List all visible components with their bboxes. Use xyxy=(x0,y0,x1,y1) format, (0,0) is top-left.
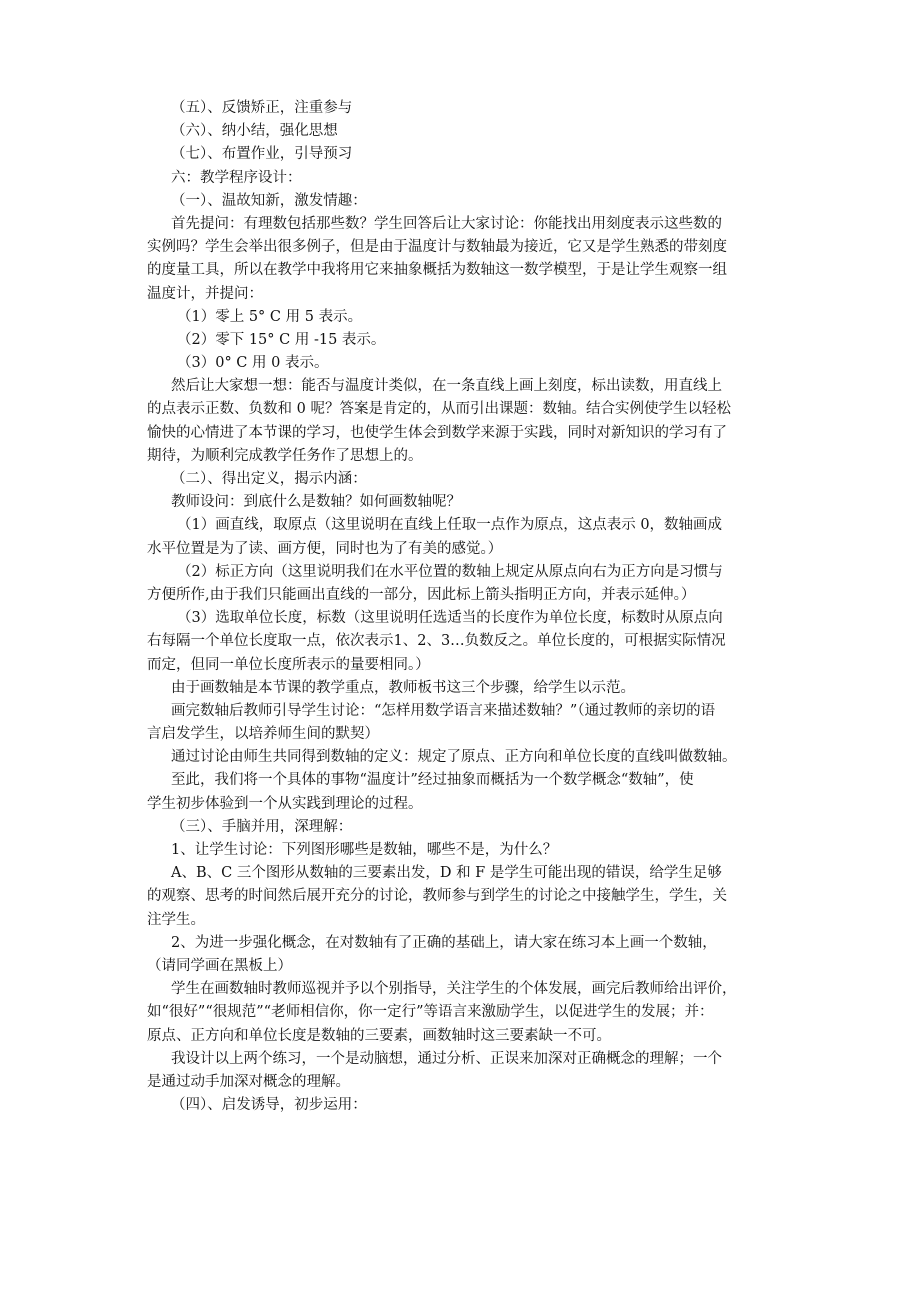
text-line: 然后让大家想一想：能否与温度计类似，在一条直线上画上刻度，标出读数，用直线上 xyxy=(171,378,722,395)
text-line: 如“很好”“很规范”“老师相信你，你一定行”等语言来激励学生，以促进学生的发展；并： xyxy=(147,1004,714,1021)
text-line: 言启发学生，以培养师生间的默契） xyxy=(147,726,379,743)
text-line: （一）、温故知新，激发情趣： xyxy=(171,192,367,209)
text-line: （四）、启发诱导，初步运用： xyxy=(171,1097,367,1114)
text-line: 的观察、思考的时间然后展开充分的讨论，教师参与到学生的讨论之中接触学生，学生，关 xyxy=(147,888,727,905)
text-line: 1、让学生讨论：下列图形哪些是数轴，哪些不是，为什么？ xyxy=(171,842,558,858)
text-line: （七）、布置作业，引导预习 xyxy=(171,146,353,163)
text-line: 学生初步体验到一个从实践到理论的过程。 xyxy=(147,795,423,812)
text-line: 实例吗？学生会举出很多例子，但是由于温度计与数轴最为接近，它又是学生熟悉的带刻度 xyxy=(147,239,727,256)
text-line: （2）零下 15° C 用 -15 表示。 xyxy=(177,331,386,348)
text-line: 由于画数轴是本节课的教学重点，教师板书这三个步骤，给学生以示范。 xyxy=(171,679,635,696)
text-line: 我设计以上两个练习，一个是动脑想，通过分析、正误来加深对正确概念的理解；一个 xyxy=(171,1050,722,1067)
text-line: 方便所作,由于我们只能画出直线的一部分，因此标上箭头指明正方向，并表示延伸。） xyxy=(147,586,696,603)
text-line: 水平位置是为了读、画方便，同时也为了有美的感觉。） xyxy=(147,540,503,557)
text-line: （二）、得出定义，揭示内涵： xyxy=(171,471,367,487)
text-line: （三）、手脑并用，深理解： xyxy=(171,818,353,835)
text-line: 温度计，并提问： xyxy=(147,285,263,302)
text-line: 六：教学程序设计： xyxy=(171,169,302,186)
text-line: 而定，但同一单位长度所表示的量要相同。） xyxy=(147,656,430,673)
text-line: （五）、反馈矫正，注重参与 xyxy=(171,100,353,116)
text-line: 画完数轴后教师引导学生讨论：“怎样用数学语言来描述数轴？”（通过教师的亲切的语 xyxy=(171,702,716,719)
text-line: 通过讨论由师生共同得到数轴的定义：规定了原点、正方向和单位长度的直线叫做数轴。 xyxy=(171,749,737,766)
text-line: 首先提问：有理数包括那些数？学生回答后让大家讨论：你能找出用刻度表示这些数的 xyxy=(171,215,722,232)
text-line: 原点、正方向和单位长度是数轴的三要素，画数轴时这三要素缺一不可。 xyxy=(147,1027,611,1044)
text-line: （请同学画在黑板上） xyxy=(147,957,292,974)
text-line: 学生在画数轴时教师巡视并予以个别指导，关注学生的个体发展，画完后教师给出评价， xyxy=(171,981,737,998)
text-line: 至此，我们将一个具体的事物“温度计”经过抽象而概括为一个数学概念“数轴”，使 xyxy=(171,772,694,789)
text-line: 期待，为顺利完成教学任务作了思想上的。 xyxy=(147,447,423,464)
text-line: A、B、C 三个图形从数轴的三要素出发，D 和 F 是学生可能出现的错误，给学生足够 xyxy=(171,865,722,882)
document-body xyxy=(147,97,787,1117)
text-line: （3）0° C 用 0 表示。 xyxy=(177,355,329,372)
text-line: 右每隔一个单位长度取一点，依次表示1、2、3…负数反之。单位长度的，可根据实际情况 xyxy=(147,633,726,650)
text-line: （3）选取单位长度，标数（这里说明任选适当的长度作为单位长度，标数时从原点向 xyxy=(177,610,723,627)
text-line: 2、为进一步强化概念，在对数轴有了正确的基础上，请大家在练习本上画一个数轴， xyxy=(171,934,717,951)
text-line: （1）画直线，取原点（这里说明在直线上任取一点作为原点，这点表示 0，数轴画成 xyxy=(177,517,723,534)
text-line: 愉快的心情进了本节课的学习，也使学生体会到数学来源于实践，同时对新知识的学习有了 xyxy=(147,424,727,441)
text-line: 是通过动手加深对概念的理解。 xyxy=(147,1073,350,1090)
text-line: 注学生。 xyxy=(147,911,205,928)
text-line: （六）、纳小结，强化思想 xyxy=(171,123,338,140)
text-line: 教师设问：到底什么是数轴？如何画数轴呢？ xyxy=(171,494,461,511)
text-line: （1）零上 5° C 用 5 表示。 xyxy=(177,308,363,325)
text-line: 的度量工具，所以在教学中我将用它来抽象概括为数轴这一数学模型，于是让学生观察一组 xyxy=(147,262,727,279)
text-line: 的点表示正数、负数和 0 呢？答案是肯定的，从而引出课题：数轴。结合实例使学生以轻松 xyxy=(147,401,731,418)
text-line: （2）标正方向（这里说明我们在水平位置的数轴上规定从原点向右为正方向是习惯与 xyxy=(177,563,723,580)
